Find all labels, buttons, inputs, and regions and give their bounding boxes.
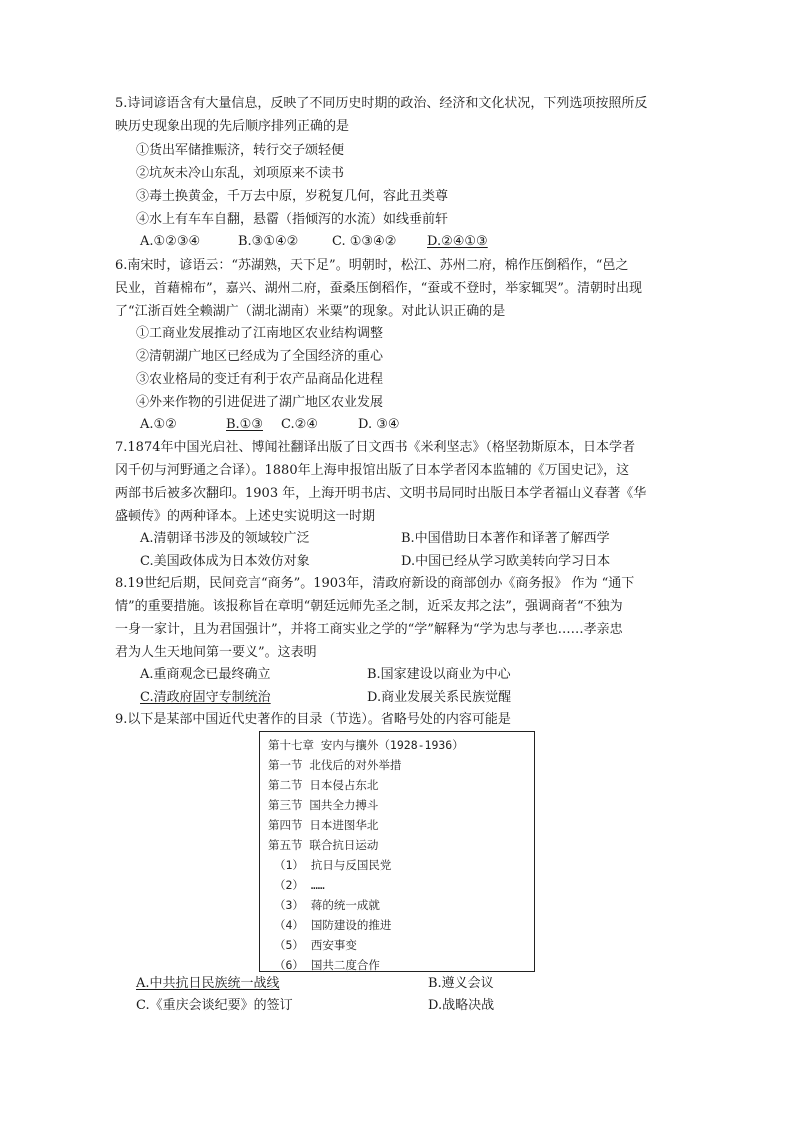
q8-stem-line-4: 君为人生天地间第一要义”。这表明 [115,645,317,660]
q9-stem: 9.以下是某部中国近代史著作的目录（节选）。省略号处的内容可能是 [115,712,511,727]
q6-item-2: ②清朝湖广地区已经成为了全国经济的重心 [136,349,384,364]
q6-option-d[interactable]: D. ③④ [358,417,400,432]
q5-option-b[interactable]: B.③①④② [238,234,299,249]
toc-subsection-5: （5） 西安事变 [274,938,357,952]
q5-item-3: ③毒土换黄金，千万去中原，岁税复几何，容此丑类尊 [136,189,449,204]
q6-item-4: ④外来作物的引进促进了湖广地区农业发展 [136,395,384,410]
toc-subsection-4: （4） 国防建设的推进 [274,918,392,932]
toc-section-4: 第四节 日本进图华北 [268,818,379,832]
toc-section-3: 第三节 国共全力搏斗 [268,798,379,812]
q6-item-3: ③农业格局的变迁有利于农产品商品化进程 [136,372,384,387]
q9-option-a[interactable]: A.中共抗日民族统一战线 [136,976,280,991]
q6-stem-line-3: 了“江浙百姓全赖湖广（湖北湖南）米粟”的现象。对此认识正确的是 [115,304,506,319]
q7-stem-line-3: 两部书后被多次翻印。1903 年，上海开明书店、文明书局同时出版日本学者福山义春著《华 [115,486,647,501]
toc-chapter-title: 第十七章 安内与攘外（1928-1936） [268,738,464,752]
q5-option-a[interactable]: A.①②③④ [140,234,201,249]
q7-stem-line-2: 冈千仞与河野通之合译）。1880年上海申报馆出版了日本学者冈本监辅的《万国史记》，这 [115,463,630,478]
q5-option-c[interactable]: C. ①③④② [332,234,397,249]
toc-section-2: 第二节 日本侵占东北 [268,778,379,792]
q7-option-c[interactable]: C.美国政体成为日本效仿对象 [140,554,310,569]
q6-stem-line-1: 6.南宋时，谚语云：“苏湖熟，天下足”。明朝时，松江、苏州二府，棉作压倒稻作，“邑之 [115,258,629,273]
q9-option-b[interactable]: B.遵义会议 [428,976,494,991]
q9-option-d[interactable]: D.战略决战 [428,998,495,1013]
q5-item-2: ②坑灰未冷山东乱，刘项原来不读书 [136,166,345,181]
q5-item-1: ①货出军储推赈济，转行交子颂轻便 [136,143,345,158]
q7-option-b[interactable]: B.中国借助日本著作和译著了解西学 [401,531,610,546]
q7-stem-line-4: 盛顿传》的两种译本。上述史实说明这一时期 [115,509,376,524]
q6-option-a[interactable]: A.①② [140,417,177,432]
table-of-contents-box [259,731,535,972]
toc-section-5: 第五节 联合抗日运动 [268,838,379,852]
q8-option-c[interactable]: C.清政府固守专制统治 [140,690,271,705]
toc-section-1: 第一节 北伐后的对外举措 [268,758,402,772]
q7-option-a[interactable]: A.清朝译书涉及的领域较广泛 [140,531,310,546]
toc-subsection-1: （1） 抗日与反国民党 [274,858,392,872]
q8-option-a[interactable]: A.重商观念已最终确立 [140,667,271,682]
toc-subsection-3: （3） 蒋的统一成就 [274,898,380,912]
q8-stem-line-2: 情”的重要措施。该报称旨在章明“朝廷远师先圣之制，近采友邦之法”，强调商者“不独为 [115,599,623,614]
q5-option-d[interactable]: D.②④①③ [427,234,488,249]
toc-subsection-2: （2） …… [274,878,325,892]
q8-stem-line-1: 8.19世纪后期，民间竞言“商务”。1903年，清政府新设的商部创办《商务报》 作为 “通下 [115,576,635,591]
q8-stem-line-3: 一身一家计，且为君国强计”，并将工商实业之学的“学”解释为“学为忠与孝也……孝亲忠 [115,622,623,637]
q6-item-1: ①工商业发展推动了江南地区农业结构调整 [136,326,384,341]
toc-subsection-6: （6） 国共二度合作 [274,958,380,972]
q5-stem-line-1: 5.诗词谚语含有大量信息，反映了不同历史时期的政治、经济和文化状况，下列选项按照所反 [115,96,648,111]
q7-stem-line-1: 7.1874年中国光启社、博闻社翻译出版了日文西书《米利坚志》（格坚勃斯原本，日本学者 [115,440,635,455]
q6-option-b[interactable]: B.①③ [226,417,263,432]
q9-option-c[interactable]: C.《重庆会谈纪要》的签订 [136,998,293,1013]
q6-option-c[interactable]: C.②④ [281,417,318,432]
q7-option-d[interactable]: D.中国已经从学习欧美转向学习日本 [401,554,611,569]
q8-option-d[interactable]: D.商业发展关系民族觉醒 [367,690,512,705]
q8-option-b[interactable]: B.国家建设以商业为中心 [367,667,511,682]
q5-item-4: ④水上有车车自翻，悬霤（指倾泻的水流）如线垂前轩 [136,212,449,227]
q5-stem-line-2: 映历史现象出现的先后顺序排列正确的是 [115,119,350,134]
q6-stem-line-2: 民业，首藉棉布”，嘉兴、湖州二府，蚕桑压倒稻作，“蚕或不登时，举家辄哭”。清朝时出现 [115,281,642,296]
